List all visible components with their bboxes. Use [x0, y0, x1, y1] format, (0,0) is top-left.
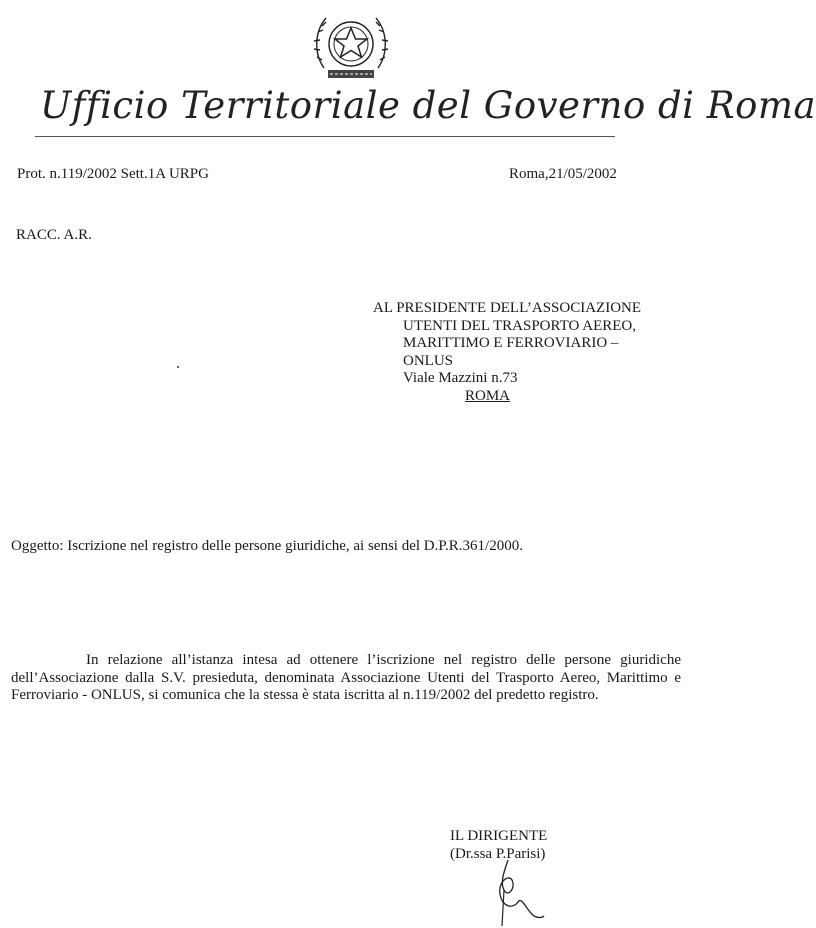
subject-line: Oggetto: Iscrizione nel registro delle persone giuridiche, ai sensi del D.P.R.361/2000. [11, 538, 523, 554]
signer-role: IL DIRIGENTE [450, 828, 548, 844]
recipient-city: ROMA [465, 387, 511, 404]
recipient-street: Viale Mazzini n.73 [403, 370, 518, 386]
protocol-number: Prot. n.119/2002 Sett.1A URPG [17, 166, 209, 182]
recipient-line: ONLUS [403, 352, 454, 369]
signer-name: (Dr.ssa P.Parisi) [450, 846, 546, 862]
handwritten-signature-icon [482, 858, 552, 928]
place-date: Roma,21/05/2002 [509, 166, 617, 182]
delivery-method: RACC. A.R. [16, 227, 92, 243]
body-paragraph: In relazione all’istanza intesa ad ottenere l’iscrizione nel registro delle persone giuridiche dell’Associazione dalla S.V. presieduta, denominata Associazione Utenti del Trasporto Aereo, Marittimo e Ferroviario - ONLUS, si comunica che la stessa è stata iscritta al n.119/2002 del predetto registro. [11, 652, 681, 703]
recipient-line: AL PRESIDENTE DELL’ASSOCIAZIONE [373, 300, 642, 316]
office-title: Ufficio Territoriale del Governo di Roma [40, 84, 816, 127]
stray-mark [177, 366, 179, 368]
title-underline [35, 136, 615, 137]
letter-body [11, 652, 681, 705]
recipient-address [373, 300, 641, 405]
recipient-line: UTENTI DEL TRASPORTO AEREO, [403, 317, 636, 334]
italian-republic-emblem-icon [312, 6, 390, 86]
recipient-line: MARITTIMO E FERROVIARIO – [403, 335, 619, 351]
